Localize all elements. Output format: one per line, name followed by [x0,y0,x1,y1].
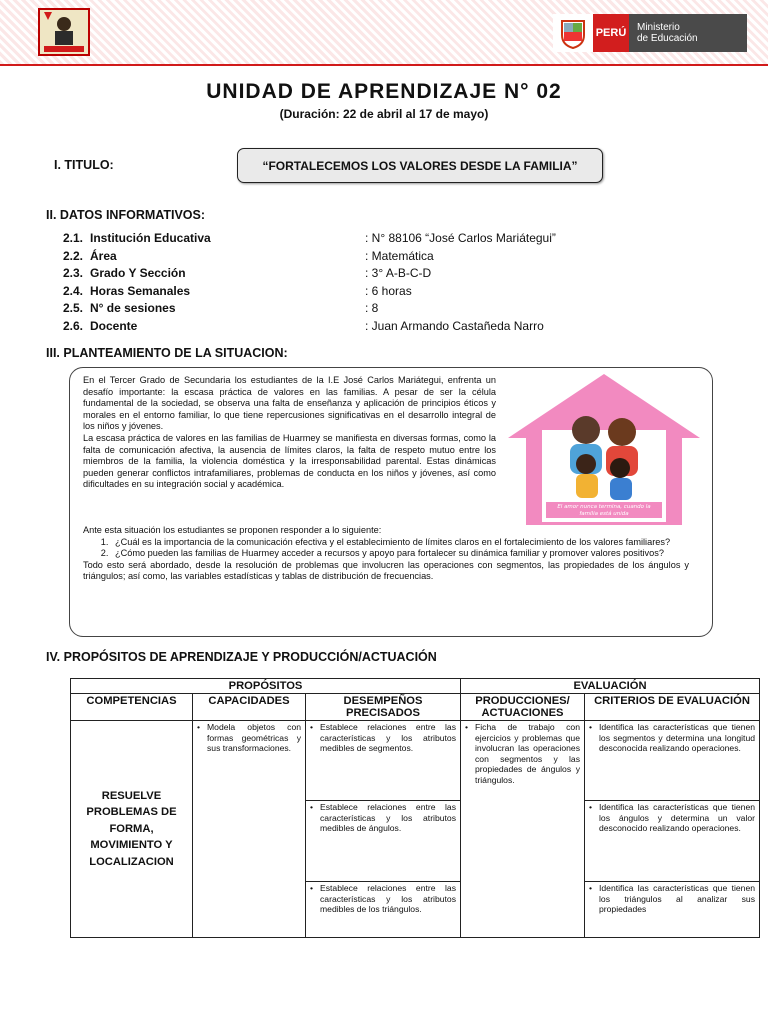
document-title: UNIDAD DE APRENDIZAJE N° 02 [206,80,562,103]
section1-label: I. TITULO: [54,158,114,172]
desempeno-text: Establece relaciones entre las características y los atributos medibles de los triángulos. [320,883,456,915]
datos-num: 2.5. [63,301,84,316]
header-producciones: PRODUCCIONES/ ACTUACIONES [461,694,585,721]
desempeno-cell [306,801,461,882]
situation-paragraph: Todo esto será abordado, desde la resolución de problemas que involucren las operaciones con segmentos, las propiedades de los ángulos y triángulos; así como, las variables estadísticas y tablas de distribución de frecuencias. [83,559,689,582]
bullet-icon: • [310,883,314,893]
datos-value: : Juan Armando Castañeda Narro [365,318,544,333]
situation-paragraph: La escasa práctica de valores en las familias de Huarmey se manifiesta en diversas formas, como la falta de comunicación afectiva, la ausencia de límites claros, la falta de respeto mutuo entre los miembros de la familia, la violencia doméstica y la irresponsabilidad parental. Estas dinámicas pueden generar conflictos intrafamiliares, problemas de conducta en los niños y jóvenes, así como dificultades en su integración social y académica. [83,432,496,490]
header-competencias: COMPETENCIAS [71,694,193,721]
datos-value: : 3° A-B-C-D [365,266,432,281]
image-caption-line1: El amor nunca termina, cuando la [557,504,651,510]
ministry-label [629,14,747,52]
produccion-text: Ficha de trabajo con ejercicios y problemas que involucran las operaciones con segmentos y las propiedades de ángulos y triángulos. [475,722,580,785]
child-icon [610,458,630,478]
datos-num: 2.2. [63,248,84,263]
table-header-group-row [71,679,760,694]
datos-row [63,319,713,337]
datos-num: 2.3. [63,266,84,281]
bullet-icon: • [589,883,593,893]
situation-questions [83,525,689,583]
datos-row [63,266,713,284]
situation-paragraph: Ante esta situación los estudiantes se proponen responder a lo siguiente: [83,525,382,535]
header-propositos: PROPÓSITOS [71,679,461,694]
datos-row [63,249,713,267]
ministry-line2: de Educación [637,33,698,44]
criterio-text: Identifica las características que tienen los ángulos y determina un valor desconocido realizando operaciones. [599,802,756,834]
bullet-icon: • [589,722,593,732]
desempeno-text: Establece relaciones entre las características y los atributos medibles de segmentos. [320,722,456,754]
table-header-row [71,694,760,721]
criterio-cell [585,801,760,882]
criterio-cell [585,882,760,938]
capacidad-text: Modela objetos con formas geométricas y sus transformaciones. [207,722,301,754]
situation-paragraph: En el Tercer Grado de Secundaria los estudiantes de la I.E José Carlos Mariátegui, enfrenta un desafío importante: la escasa práctica de valores en las familias. A pesar de ser la célula fundamental de la sociedad, se observa una falta de enseñanza y aplicación de principios éticos y morales en el entorno familiar, lo que tiene repercusiones significativas en el desarrollo integral de los niños y jóvenes. [83,375,496,432]
capacidad-cell [193,721,306,938]
bullet-icon: • [197,722,201,732]
datos-value: : 8 [365,301,379,316]
titulo-box: “FORTALECEMOS LOS VALORES DESDE LA FAMILIA” [237,148,603,183]
desempeno-cell [306,882,461,938]
competencia-cell: RESUELVE PROBLEMAS DE FORMA, MOVIMIENTO Y LOCALIZACION [71,721,193,938]
header-desempenos: DESEMPEÑOS PRECISADOS [306,694,461,721]
datos-num: 2.1. [63,231,84,245]
ministry-line1: Ministerio [637,22,680,33]
desempeno-cell [306,721,461,801]
situation-text [83,375,496,491]
datos-row [63,231,713,249]
bullet-icon: • [310,722,314,732]
datos-label: Grado Y Sección [90,266,186,281]
father-icon [572,416,600,444]
produccion-cell [461,721,585,938]
peru-label: PERÚ [593,14,629,52]
section3-label: III. PLANTEAMIENTO DE LA SITUACION: [46,346,288,360]
minedu-logo [553,14,747,52]
header-band [0,0,768,66]
datos-value: : 6 horas [365,283,412,298]
header-capacidades: CAPACIDADES [193,694,306,721]
criterio-cell [585,721,760,801]
datos-value: : N° 88106 “José Carlos Mariátegui” [365,231,556,245]
datos-num: 2.6. [63,318,84,333]
family-house-illustration [504,372,704,527]
datos-value: : Matemática [365,248,434,263]
school-logo [38,8,90,56]
bullet-icon: • [465,722,469,732]
datos-label: N° de sesiones [90,301,176,316]
header-criterios: CRITERIOS DE EVALUACIÓN [585,694,760,721]
datos-num: 2.4. [63,283,84,298]
datos-label: Área [90,248,117,263]
question-list [83,537,689,560]
section4-label: IV. PROPÓSITOS DE APRENDIZAJE Y PRODUCCIÓN/ACTUACIÓN [46,650,437,664]
table-row [71,721,760,801]
bullet-icon: • [589,802,593,812]
datos-list [63,231,713,337]
section2-label: II. DATOS INFORMATIVOS: [46,208,206,222]
header-evaluacion: EVALUACIÓN [461,679,760,694]
question-item: 1. ¿Cuál es la importancia de la comunicación efectiva y el establecimiento de límites claros en el fortalecimiento de los valores familiares? [111,537,689,549]
criterio-text: Identifica las características que tienen los segmentos y determina una longitud desconocida realizando operaciones. [599,722,756,754]
child-icon [576,454,596,474]
datos-label: Institución Educativa [90,231,211,245]
propositos-table [70,678,760,938]
question-item: 2. ¿Cómo pueden las familias de Huarmey acceder a recursos y apoyo para fortalecer su dinámica familiar y promover valores positivos? [111,548,689,560]
mother-icon [608,418,636,446]
image-caption-line2: familia está unida [579,511,629,517]
peru-shield-icon [553,14,593,52]
bullet-icon: • [310,802,314,812]
duration: (Duración: 22 de abril al 17 de mayo) [279,107,489,121]
datos-label: Horas Semanales [90,283,191,298]
desempeno-text: Establece relaciones entre las características y los atributos medibles de ángulos. [320,802,456,834]
criterio-text: Identifica las características que tienen los triángulos al analizar sus propiedades [599,883,756,915]
datos-row [63,284,713,302]
datos-label: Docente [90,318,138,333]
datos-row [63,301,713,319]
